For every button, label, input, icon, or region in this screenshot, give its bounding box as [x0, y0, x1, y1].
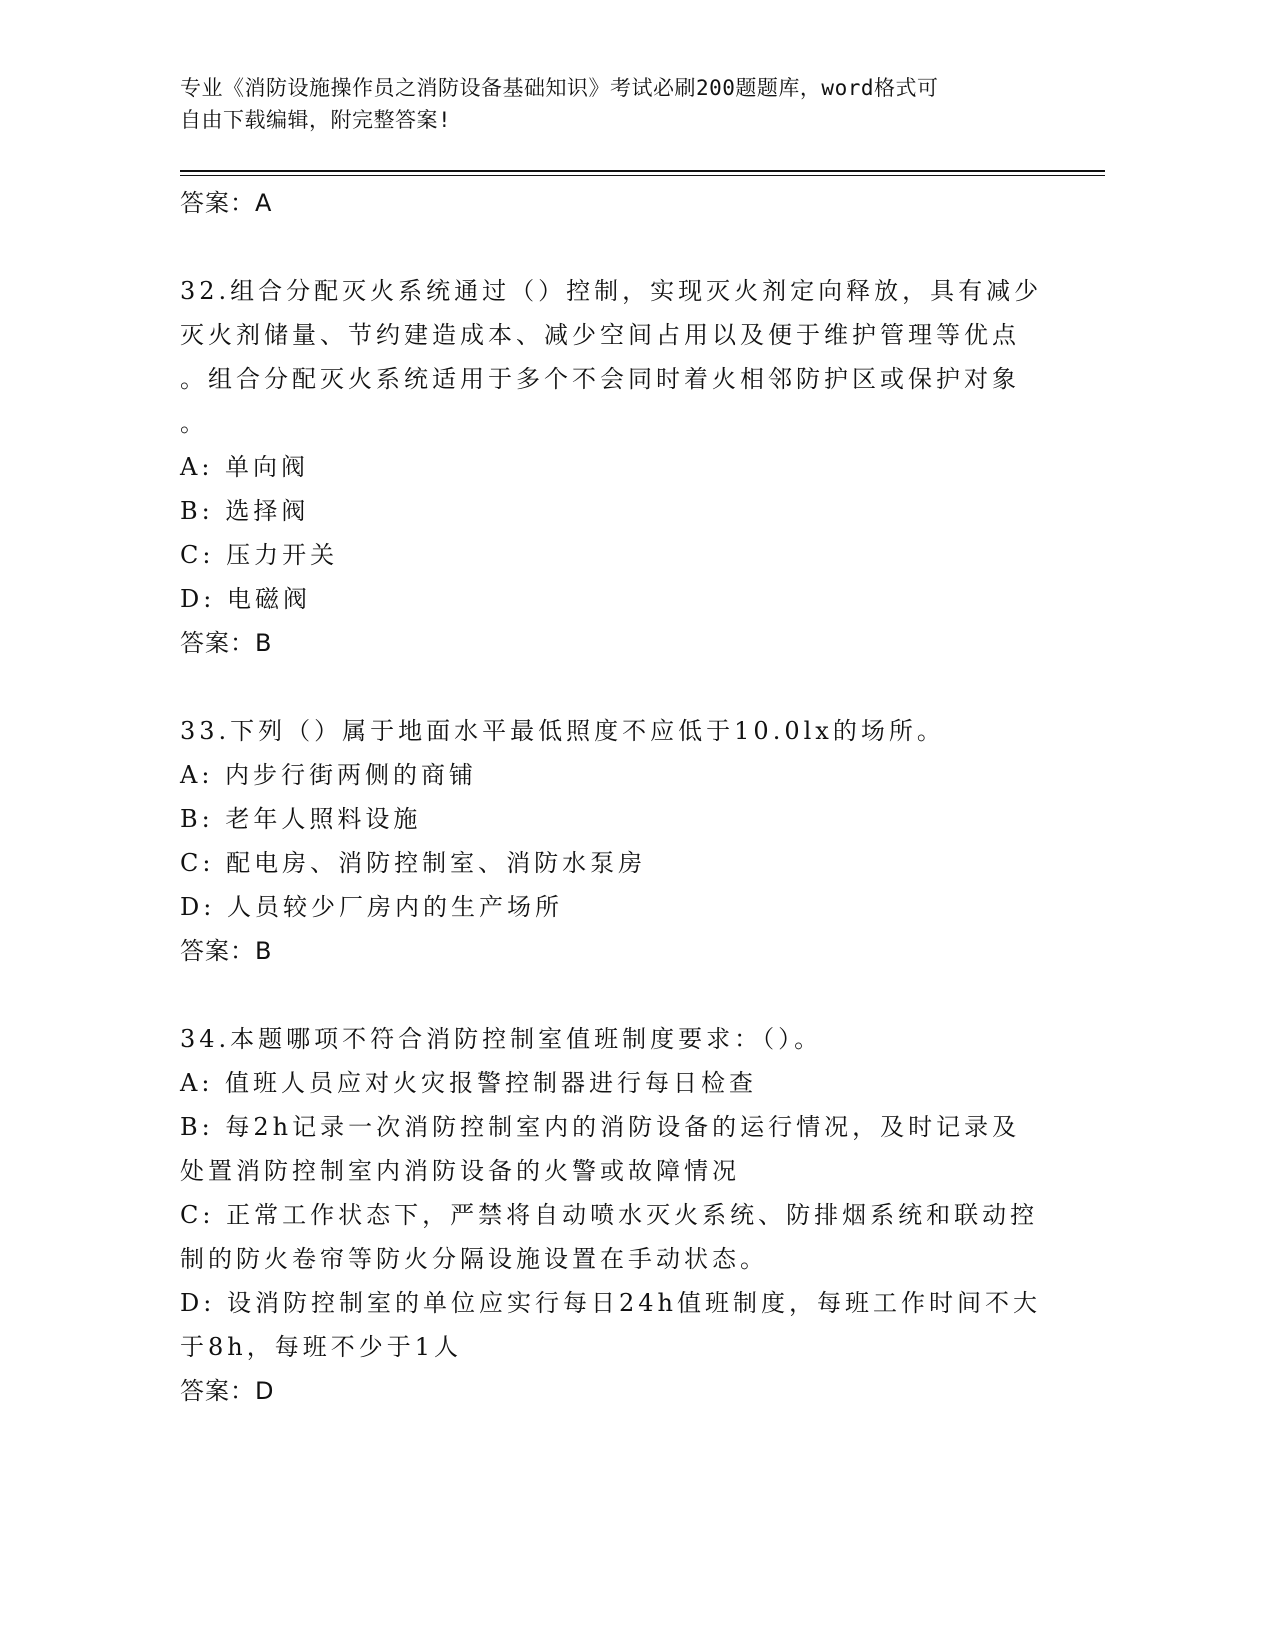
option-d: D: 人员较少厂房内的生产场所 [180, 893, 563, 921]
option-b: B: 选择阀 [180, 497, 310, 525]
option-d-continued: 于8h，每班不少于1人 [180, 1333, 462, 1361]
option-c-continued: 制的防火卷帘等防火分隔设施设置在手动状态。 [180, 1245, 768, 1273]
document-body [180, 181, 1060, 1413]
option-a: A: 单向阀 [180, 453, 310, 481]
answer: 答案：B [180, 937, 273, 965]
question-34 [180, 1017, 1060, 1413]
option-b: B: 每2h记录一次消防控制室内的消防设备的运行情况，及时记录及 [180, 1113, 1021, 1141]
header-line-2: 自由下载编辑，附完整答案! [180, 108, 452, 132]
option-d: D: 设消防控制室的单位应实行每日24h值班制度，每班工作时间不大 [180, 1289, 1041, 1317]
option-c: C: 正常工作状态下，严禁将自动喷水灭火系统、防排烟系统和联动控 [180, 1201, 1039, 1229]
answer: 答案：B [180, 629, 273, 657]
option-c: C: 压力开关 [180, 541, 339, 569]
option-a: A: 值班人员应对火灾报警控制器进行每日检查 [180, 1069, 758, 1097]
question-text-line: 灭火剂储量、节约建造成本、减少空间占用以及便于维护管理等优点 [180, 321, 1020, 349]
question-text-line: 。组合分配灭火系统适用于多个不会同时着火相邻防护区或保护对象 [180, 365, 1020, 393]
header-line-1: 专业《消防设施操作员之消防设备基础知识》考试必刷200题题库，word格式可 [180, 76, 939, 100]
answer: 答案：D [180, 1377, 275, 1405]
question-text-line: 34.本题哪项不符合消防控制室值班制度要求：（）。 [180, 1025, 823, 1053]
question-text-line: 32.组合分配灭火系统通过（）控制，实现灭火剂定向释放，具有减少 [180, 277, 1043, 305]
question-text-line: 。 [180, 409, 208, 437]
document-header [180, 72, 1040, 136]
header-divider-thin [180, 175, 1105, 176]
option-c: C: 配电房、消防控制室、消防水泵房 [180, 849, 647, 877]
question-33 [180, 709, 1060, 973]
option-a: A: 内步行街两侧的商铺 [180, 761, 478, 789]
option-b: B: 老年人照料设施 [180, 805, 422, 833]
option-b-continued: 处置消防控制室内消防设备的火警或故障情况 [180, 1157, 740, 1185]
previous-answer: 答案：A [180, 189, 273, 217]
question-text-line: 33.下列（）属于地面水平最低照度不应低于10.0lx的场所。 [180, 717, 945, 745]
option-d: D: 电磁阀 [180, 585, 311, 613]
header-divider-thick [180, 170, 1105, 172]
question-32 [180, 269, 1060, 665]
